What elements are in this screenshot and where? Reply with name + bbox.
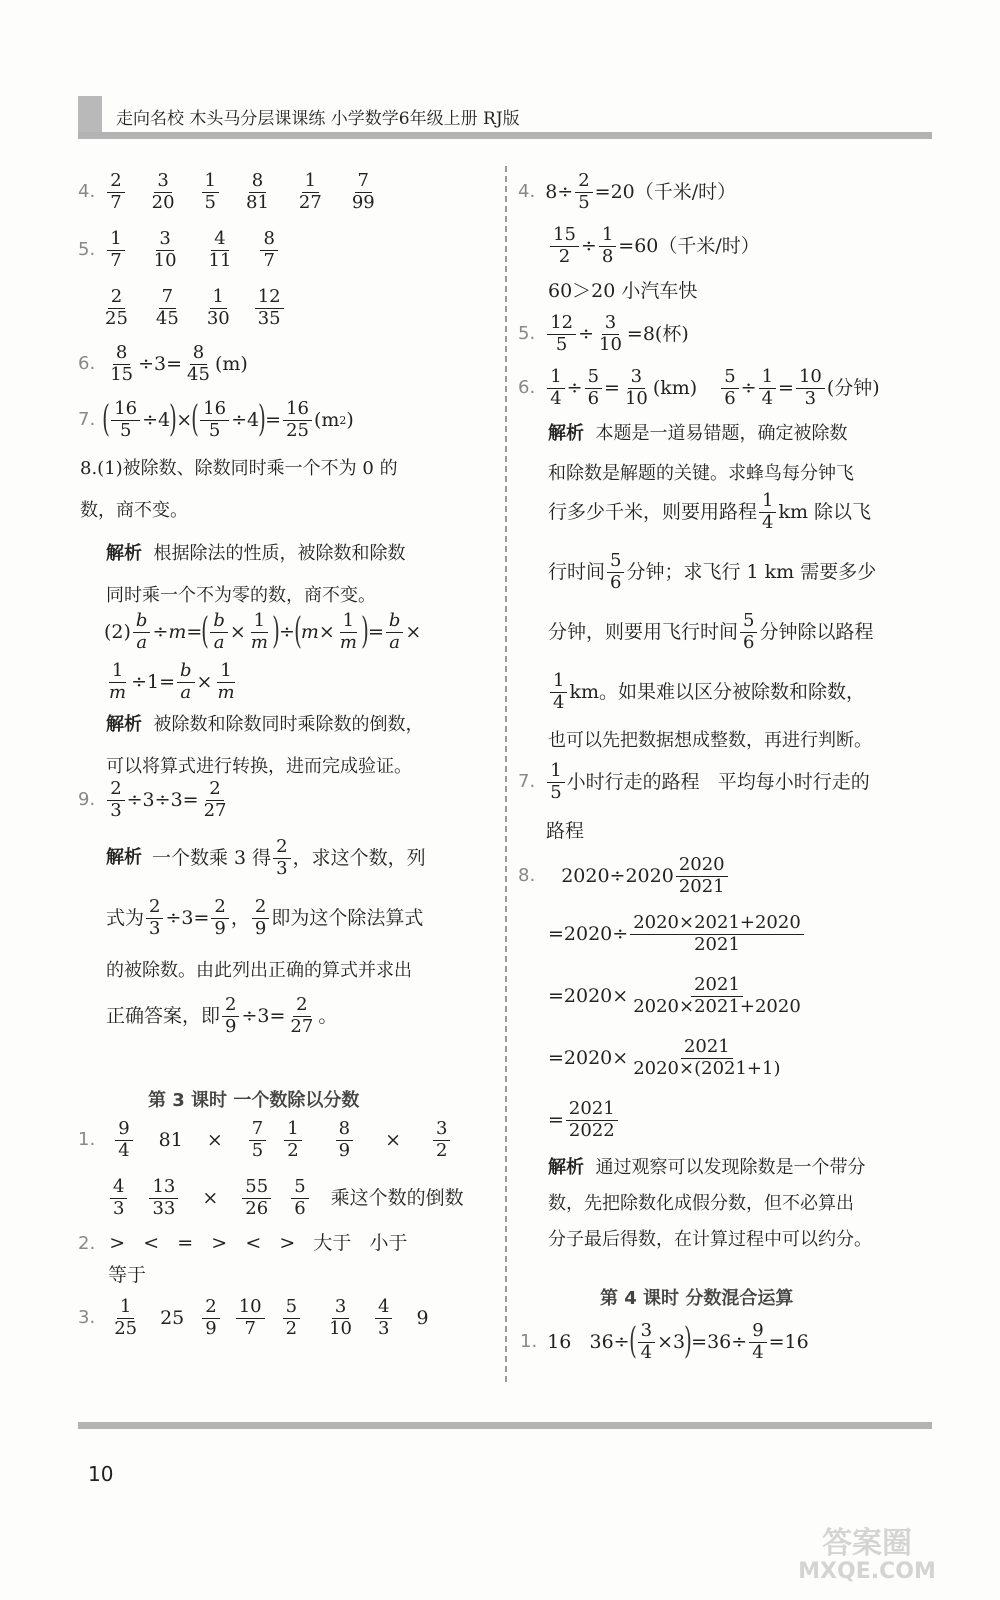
q8-line2: 数，商不变。 [80,500,188,522]
expr-text: ÷3= [165,906,210,929]
fraction: $\frac{3}{4}$ [638,1322,655,1363]
fraction: $\frac{8}{15}$ [110,342,134,385]
jiexi-text: 行时间 [548,560,606,583]
q8-line1: 8.(1)被除数、除数同时乘一个不为 0 的 [80,458,398,479]
value-text: 9 [416,1306,429,1329]
lesson3-q2 [78,1234,408,1253]
fraction: $\frac{3}{10}$ [329,1296,352,1339]
fraction: $\frac{1}{4}$ [547,368,564,409]
jiexi-text: 正确答案，即 [106,1004,221,1027]
times-sign: × [196,670,213,693]
part-label: (2) [104,620,131,643]
equals-sign: = [604,376,620,399]
fraction: $\frac{16}{5}$ [200,400,229,441]
fraction: $\frac{4}{3}$ [110,1178,127,1219]
fraction: $\frac{5}{6}$ [740,612,757,653]
right-q4-l3: 60＞20 小汽车快 [548,280,698,302]
expr-text: ÷3= [241,1004,286,1027]
fraction: $\frac{5}{6}$ [721,368,738,409]
equals-sign: = [367,620,384,643]
q-number: 2. [78,1232,96,1254]
times-sign: × [206,1128,223,1151]
jiexi-text: 行多少千米，则要用路程 [548,500,758,523]
expr-text: =2020× [548,1046,629,1069]
left-q9-jx-l3: 的被除数。由此列出正确的算式并求出 [106,960,412,981]
right-q8-s3 [548,976,806,1017]
q-number: 7. [78,409,96,431]
right-paren: ) [684,1321,692,1363]
jiexi-label: 解析 [106,542,142,564]
q-number: 6. [518,377,536,399]
fraction: $\frac{2}{9}$ [222,996,239,1037]
left-paren: ( [201,611,210,653]
left-paren: ( [191,399,200,441]
fraction: $\frac{2}{3}$ [273,838,290,879]
q-number: 5. [518,323,536,345]
right-q8-s2 [548,914,806,955]
expr-text: =36÷ [691,1330,748,1353]
fraction: $\frac{1}{4}$ [550,672,567,713]
fraction: $\frac{2}{3}$ [107,780,124,821]
right-paren: ) [258,399,266,441]
fraction: $\frac{1}{2}$ [284,1120,301,1161]
fraction: $\frac{1}{27}$ [298,170,322,213]
expr-text: ÷4 [231,408,260,431]
expr-text: ÷3÷3= [126,788,199,811]
jiexi-text: 即为这个除法算式 [271,906,424,929]
left-q8-text [80,448,480,617]
expr-text: ÷m= [152,620,203,643]
right-paren: ) [272,611,280,653]
expr-text: 2020÷2020 [561,864,674,887]
right-q8-s4 [548,1038,785,1079]
fraction: $\frac{10}{7}$ [236,1298,265,1339]
fraction: $\frac{8}{7}$ [260,230,277,271]
fraction: $\frac{2}{27}$ [203,778,227,821]
expr-text: =8(杯) [626,322,689,345]
divide-sign: ÷ [740,376,757,399]
fraction: $\frac{b}{a}$ [386,612,404,653]
fraction: $\frac{1}{5}$ [547,762,564,803]
right-q8-s1 [518,856,730,897]
jiexi-text: 本题是一道易错题，确定被除数 [595,423,848,444]
left-q9-jx-l4 [106,996,337,1037]
expr-text: =2020× [548,984,629,1007]
fraction: $\frac{1}{m}$ [217,660,235,703]
left-q8-jx2 [106,704,486,789]
answer-text: > < = > < > 大于 小于 [109,1232,408,1254]
lesson3-q1-row1 [78,1120,452,1161]
fraction: $\frac{1}{30}$ [206,286,230,329]
fraction: $\frac{1}{7}$ [107,230,124,271]
fraction: $\frac{b}{a}$ [210,612,228,653]
right-q6-jx-top [548,414,928,493]
footer-rule [78,1422,932,1429]
fraction: $\frac{1}{4}$ [759,492,776,533]
fraction: $\frac{3}{10}$ [624,366,648,409]
watermark [772,1528,962,1583]
divide-sign: ÷ [580,234,597,257]
fraction: $\frac{3}{10}$ [599,312,622,355]
right-q6-jx-l7: 也可以先把数据想成整数，再进行判断。 [548,730,872,751]
left-paren: ( [628,1321,637,1363]
value-text: 81 [158,1128,183,1151]
fraction: $\frac{2}{9}$ [202,1298,219,1339]
fraction: $\frac{b}{a}$ [133,612,151,653]
left-q5-row1 [78,230,280,271]
unit-superscript: 2 [339,413,347,427]
q-number: 4. [78,181,96,203]
fraction: $\frac{1}{8}$ [599,226,616,267]
q-number: 1. [520,1331,538,1353]
jiexi-label: 解析 [106,714,142,735]
left-q9-jx-l1 [106,838,426,879]
unit-text: (分钟) [826,376,880,399]
page-number: 10 [88,1462,114,1486]
fraction: $\frac{7}{45}$ [155,286,179,329]
lesson3-q3 [78,1298,429,1339]
jiexi-text: ， [230,906,250,929]
jiexi-text: 。 [318,1004,338,1027]
expr-text: ÷3= [138,352,183,375]
q8-jx1 [80,533,480,575]
right-q4 [518,172,736,213]
expr-text: ÷4 [142,408,171,431]
fraction: $\frac{5}{6}$ [291,1178,308,1219]
expr-text: 16 36÷ [547,1330,630,1353]
fraction: $\frac{13}{33}$ [149,1178,178,1219]
right-q5 [518,314,689,355]
fraction: $\frac{1}{m}$ [250,610,268,653]
watermark-line2: MXQE.COM [798,1558,936,1584]
jiexi-text: 可以将算式进行转换，进而完成验证。 [106,756,412,778]
right-q8-s5 [548,1100,620,1141]
expr-text: =16 [768,1330,809,1353]
expr-text: =2020÷ [548,922,629,945]
right-paren: ) [361,611,369,653]
fraction: $\frac{2}{9}$ [211,898,228,939]
fraction: $\frac{3}{2}$ [433,1120,450,1161]
lesson3-title: 第 3 课时 一个数除以分数 [148,1090,360,1111]
jiexi-text: 和除数是解题的关键。求蜂鸟每分钟飞 [548,462,854,484]
divide-sign: ÷ [278,620,295,643]
q-number: 4. [518,181,536,203]
jiexi-label: 解析 [548,423,584,444]
equals-sign: = [778,376,794,399]
column-divider [505,166,507,1382]
right-q7 [518,762,870,803]
fraction: $\frac{2}{25}$ [105,286,128,329]
expr-text: ÷1= [131,670,176,693]
right-q6 [518,368,880,409]
left-q4 [78,172,380,213]
fraction: $\frac{b}{a}$ [177,662,195,703]
fraction: $\frac{2021}{2022}$ [566,1100,618,1141]
left-q6 [78,344,248,385]
fraction: $\frac{16}{25}$ [283,400,312,441]
fraction: $\frac{4}{3}$ [375,1298,392,1339]
fraction: $\frac{1}{5}$ [202,172,219,213]
right-q6-jx-l6 [548,672,865,713]
times-sign: × [385,1128,402,1151]
jiexi-label: 解析 [548,1157,584,1178]
fraction: $\frac{2021}{2020\times 2021+2020}$ [633,974,801,1017]
right-q6-jx-l3 [548,492,871,533]
jiexi-text: km 除以飞 [778,500,872,523]
fraction: $\frac{2}{7}$ [107,172,124,213]
left-paren: ( [294,611,302,653]
q8-jx2: 同时乘一个不为零的数，商不变。 [106,584,376,606]
q-number: 7. [518,771,536,793]
fraction: $\frac{2}{9}$ [252,898,269,939]
watermark-line1: 答案圈 [822,1526,912,1561]
q-number: 9. [78,789,96,811]
unit-text: (m) [214,352,248,375]
lesson3-q1-row2 [108,1178,464,1219]
q-number: 5. [78,239,96,261]
left-q5-row2 [100,288,286,329]
fraction: $\frac{8}{9}$ [336,1120,353,1161]
q-number: 6. [78,353,96,375]
fraction: $\frac{2}{27}$ [290,994,314,1037]
fraction: $\frac{2}{3}$ [146,898,163,939]
expr-text: m× [300,620,335,643]
times-sign: × [176,408,193,431]
jiexi-text: km。如果难以区分被除数和除数， [569,680,865,703]
fraction: $\frac{4}{11}$ [208,228,232,271]
fraction: $\frac{55}{26}$ [242,1178,271,1219]
unit-close: ) [346,408,354,431]
times-sign: × [229,620,246,643]
jiexi-label: 解析 [106,847,142,869]
left-q7 [78,400,354,441]
left-q8-p2 [104,612,421,653]
expr-text: 8÷ [545,180,574,203]
fraction: $\frac{15}{2}$ [550,226,579,267]
equals-sign: = [265,408,282,431]
right-q7-l2: 路程 [546,820,585,842]
jiexi-text: 数，先把除数化成假分数，但不必算出 [548,1193,854,1214]
fraction: $\frac{3}{20}$ [151,170,175,213]
fraction: $\frac{7}{5}$ [249,1120,266,1161]
expr-text: =60（千米/时） [618,234,760,257]
lesson3-q2-cont: 等于 [108,1264,147,1286]
fraction: $\frac{8}{45}$ [187,342,210,385]
fraction: $\frac{5}{6}$ [585,368,602,409]
fraction: $\frac{9}{4}$ [115,1120,132,1161]
fraction: $\frac{2020\times 2021+2020}{2021}$ [630,914,804,955]
fraction: $\frac{1}{25}$ [114,1296,138,1339]
jiexi-text: 分钟除以路程 [759,620,874,643]
value-text: 25 [160,1306,185,1329]
expr-text: = [548,1108,564,1131]
left-q9-jx-l2 [106,898,423,939]
left-q8-p2-cont [104,662,240,703]
jiexi-text: 根据除法的性质，被除数和除数 [153,542,406,564]
q-number: 3. [78,1307,96,1329]
jiexi-text: 分子最后得数，在计算过程中可以约分。 [548,1229,872,1250]
right-q8-jx [548,1150,928,1258]
fraction: $\frac{12}{5}$ [547,314,576,355]
times-sign: × [202,1186,219,1209]
expr-text: ×3 [657,1330,686,1353]
jiexi-text: ，求这个数，列 [292,846,426,869]
unit-text: (km) [652,376,698,399]
fraction: $\frac{16}{5}$ [111,400,140,441]
fraction: $\frac{9}{4}$ [749,1322,766,1363]
fraction: $\frac{1}{m}$ [109,660,127,703]
left-q9 [78,780,231,821]
right-q6-jx-l4 [548,552,876,593]
fraction: $\frac{10}{3}$ [796,368,825,409]
right-q6-jx-l5 [548,612,873,653]
divide-sign: ÷ [566,376,583,399]
header-rule [78,132,932,139]
expr-text: =20（千米/时） [594,180,737,203]
fraction: $\frac{2020}{2021}$ [676,856,728,897]
jiexi-text: 分钟，则要用飞行时间 [548,620,739,643]
answer-text: 小时行走的路程 平均每小时行走的 [566,770,870,793]
divide-sign: ÷ [578,322,595,345]
fraction: $\frac{1}{m}$ [339,610,357,653]
jiexi-text: 一个数乘 3 得 [152,846,272,869]
header-title: 走向名校 木头马分层课课练 小学数学6年级上册 RJ版 [116,109,520,129]
q-number: 8. [518,865,536,887]
right-q4-l2 [548,226,760,267]
jiexi-text: 通过观察可以发现除数是一个带分 [595,1157,866,1178]
fraction: $\frac{5}{6}$ [607,552,624,593]
fraction: $\frac{3}{10}$ [153,228,177,271]
q-number: 1. [78,1129,96,1151]
fraction: $\frac{2021}{2020\times(2021+1)}$ [633,1036,781,1079]
answer-text: 乘这个数的倒数 [330,1186,464,1209]
fraction: $\frac{7}{99}$ [351,170,375,213]
unit-text: (m [313,408,340,431]
jiexi-text: 被除数和除数同时乘除数的倒数， [153,714,424,735]
jiexi-text: 分钟；求飞行 1 km 需要多少 [626,560,877,583]
fraction: $\frac{1}{4}$ [759,368,776,409]
fraction: $\frac{8}{81}$ [246,170,269,213]
times-sign: × [405,620,422,643]
left-paren: ( [102,399,111,441]
lesson4-title: 第 4 课时 分数混合运算 [600,1288,794,1309]
jiexi-text: 式为 [106,906,145,929]
fraction: $\frac{5}{2}$ [283,1298,300,1339]
lesson4-q1 [520,1322,809,1363]
fraction: $\frac{12}{35}$ [255,288,284,329]
fraction: $\frac{2}{5}$ [575,172,592,213]
right-paren: ) [169,399,178,441]
